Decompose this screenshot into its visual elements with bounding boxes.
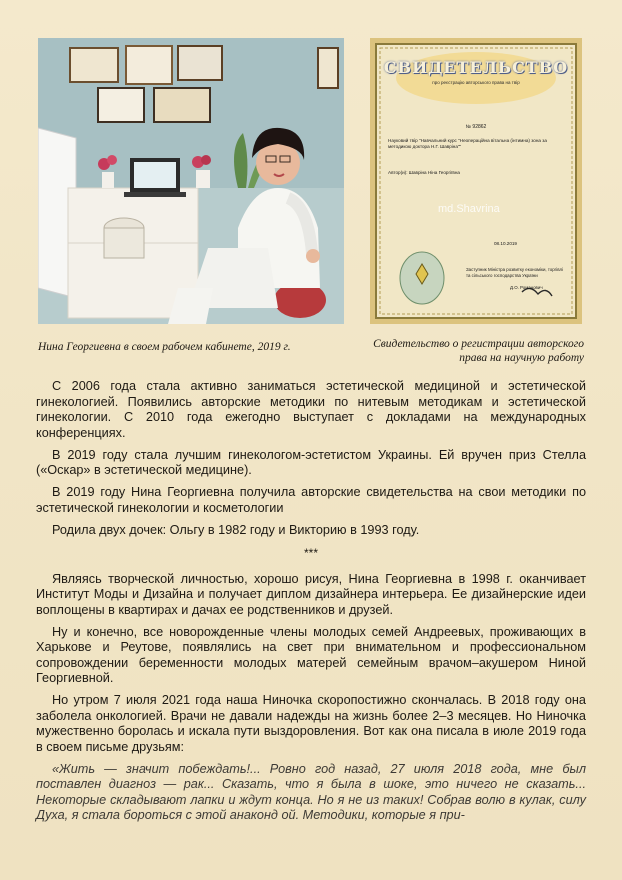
certificate-work-name: Науковий твір "Навчальний курс "Неопераційна вітальна (інтимна) зона за методикою доктора Н.Г. Шаврiна"": [388, 138, 547, 149]
certificate-subtitle: про реєстрацію авторського права на твір: [432, 80, 520, 85]
certificate-date: 08.10.2019: [494, 241, 517, 246]
article-body: [36, 379, 586, 830]
paragraph: Родила двух дочек: Ольгу в 1982 году и Викторию в 1993 году.: [52, 522, 420, 537]
certificate-author: Автор(и): Шаврiна Нiна Георгiївна: [388, 170, 460, 175]
paragraph: Ну и конечно, все новорожденные члены молодых семей Андреевых, проживающих в Харькове и Реутове, появлялись на свет при внимательном и профессиональном сопровождении беременности молодых матерей семейным врачом–акушером Ниной Георгиевной.: [36, 624, 586, 685]
paragraph: В 2019 году стала лучшим гинекологом-эстетистом Украины. Ей вручен приз Стелла («Оскар» в эстетической медицине).: [36, 447, 586, 477]
certificate-image: [370, 38, 582, 324]
paragraph: Но утром 7 июля 2021 года наша Ниночка скоропостижно скончалась. В 2018 году она заболела онкологией. Врачи не давали надежды на жизнь более 2–3 месяцев. Но Ниночка мужественно боролась и искала пути выздоровления. Вот как она писала в июле 2019 года в своем письме друзьям:: [36, 693, 586, 754]
certificate-number: № 92862: [465, 124, 487, 130]
paragraph: С 2006 года стала активно заниматься эстетической медициной и эстетической гинекологией. Появились авторские методики по нитевым методикам и эстетической гинекологии. С 2010 года ежегодно выступает с докладами на международных конференциях.: [36, 379, 586, 440]
certificate-caption: Свидетельство о регистрации авторского права на научную работу: [373, 338, 584, 364]
certificate-signer-title: Заступник Міністра розвитку економіки, торгівлі та сільського господарства України: [466, 267, 564, 278]
office-photo-illustration: [38, 38, 344, 324]
certificate-signer-name: Д.О. Романович: [510, 285, 543, 290]
paragraph: В 2019 году Нина Георгиевна получила авторские свидетельства на свои методики по эстетической гинекологии и косметологии: [36, 485, 586, 515]
certificate-title: СВИДЕТЕЛЬСТВО: [383, 58, 569, 77]
section-divider: ***: [303, 546, 318, 560]
certificate-watermark: md.Shavrina: [438, 203, 500, 215]
paragraph: Являясь творческой личностью, хорошо рисуя, Нина Георгиевна в 1998 г. оканчивает Институт Моды и Дизайна и получает диплом дизайнера интерьера. Ее дизайнерские идеи воплощены в квартирах и дачах ее родственников и друзей.: [36, 571, 586, 617]
photo-caption: Нина Георгиевна в своем рабочем кабинете, 2019 г.: [38, 341, 291, 353]
office-photo: [38, 38, 344, 324]
letter-quote: «Жить — значит побеждать!... Ровно год назад, 27 июля 2018 года, мне был поставлен диагноз — рак... Сказать, что я была в шоке, это ничего не сказать... Некоторые складывают лапки и ждут конца. Но я не из таких! Собрав волю в кулак, силу Духа, я стала бороться с этой анаконд ой. Методики, которые я при-: [36, 761, 586, 822]
